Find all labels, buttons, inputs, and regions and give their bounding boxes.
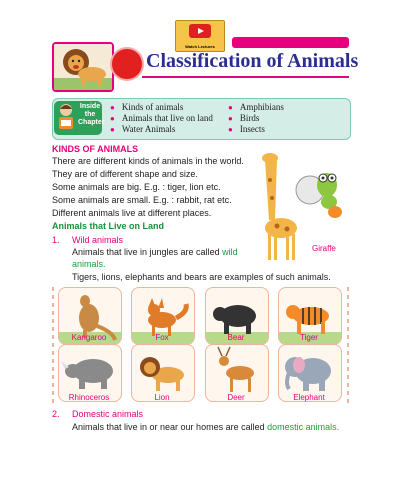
kinds-line: Some animals are big. E.g. : tiger, lion etc. — [52, 182, 221, 192]
item2-number: 2. — [52, 409, 60, 419]
video-caption: Watch Lectures — [185, 44, 215, 49]
kinds-line: Some animals are small. E.g. : rabbit, rat etc. — [52, 195, 232, 205]
wild-animals-term: wild — [222, 247, 238, 257]
title-underline — [142, 76, 349, 78]
animal-label: Elephant — [293, 393, 325, 402]
animal-label: Lion — [154, 393, 170, 402]
topic-item: ● Water Animals — [110, 124, 213, 135]
domestic-animals-text-a: Animals that live in or near our homes are called — [72, 422, 265, 432]
youtube-play-icon — [189, 24, 211, 38]
kinds-paragraph — [52, 155, 244, 220]
page-title: Classification of Animals — [146, 50, 359, 72]
domestic-animals-heading: Domestic animals — [72, 409, 144, 419]
domestic-animals-text — [72, 421, 339, 434]
item1-number: 1. — [52, 235, 60, 245]
topic-item: ● Kinds of animals — [110, 102, 213, 113]
watch-lectures-badge[interactable] — [175, 20, 225, 52]
inside-label-line: Inside — [79, 103, 101, 110]
domestic-animals-term: domestic animals. — [267, 422, 340, 432]
kinds-line: There are different kinds of animals in the world. — [52, 156, 244, 166]
reading-child-icon — [54, 101, 78, 135]
wild-animals-text-a: Animals that live in jungles are called — [72, 247, 220, 257]
chapter-number-circle — [110, 47, 144, 81]
wild-animals-heading: Wild animals — [72, 235, 124, 245]
wild-animals-examples: Tigers, lions, elephants and bears are examples of such animals. — [72, 272, 331, 282]
grid-border-left — [52, 287, 54, 407]
topic-item: ● Insects — [228, 124, 284, 135]
kinds-line: They are of different shape and size. — [52, 169, 198, 179]
giraffe-label: Giraffe — [312, 244, 336, 253]
topics-column-2 — [228, 102, 284, 135]
animal-label: Rhinoceros — [68, 393, 110, 402]
wild-animals-term-end: animals. — [72, 259, 106, 269]
topics-column-1 — [110, 102, 213, 135]
topic-item: ● Birds — [228, 113, 284, 124]
chapter-lion-image — [52, 42, 114, 92]
animal-label: Bear — [227, 333, 245, 342]
inside-chapter-label — [78, 103, 105, 127]
kinds-line: Different animals live at different places. — [52, 208, 212, 218]
animal-label: Fox — [155, 333, 169, 342]
topic-item: ● Animals that live on land — [110, 113, 213, 124]
inside-label-line: the — [84, 111, 96, 118]
animal-label: Deer — [227, 393, 245, 402]
kinds-heading: KINDS OF ANIMALS — [52, 144, 139, 154]
animal-label: Tiger — [300, 333, 318, 342]
header-accent-bar — [232, 37, 349, 48]
inside-label-line: Chapter — [78, 119, 105, 126]
grid-border-right — [347, 287, 349, 407]
land-animals-heading: Animals that Live on Land — [52, 221, 165, 231]
animal-label: Kangaroo — [71, 333, 107, 342]
topic-item: ● Amphibians — [228, 102, 284, 113]
